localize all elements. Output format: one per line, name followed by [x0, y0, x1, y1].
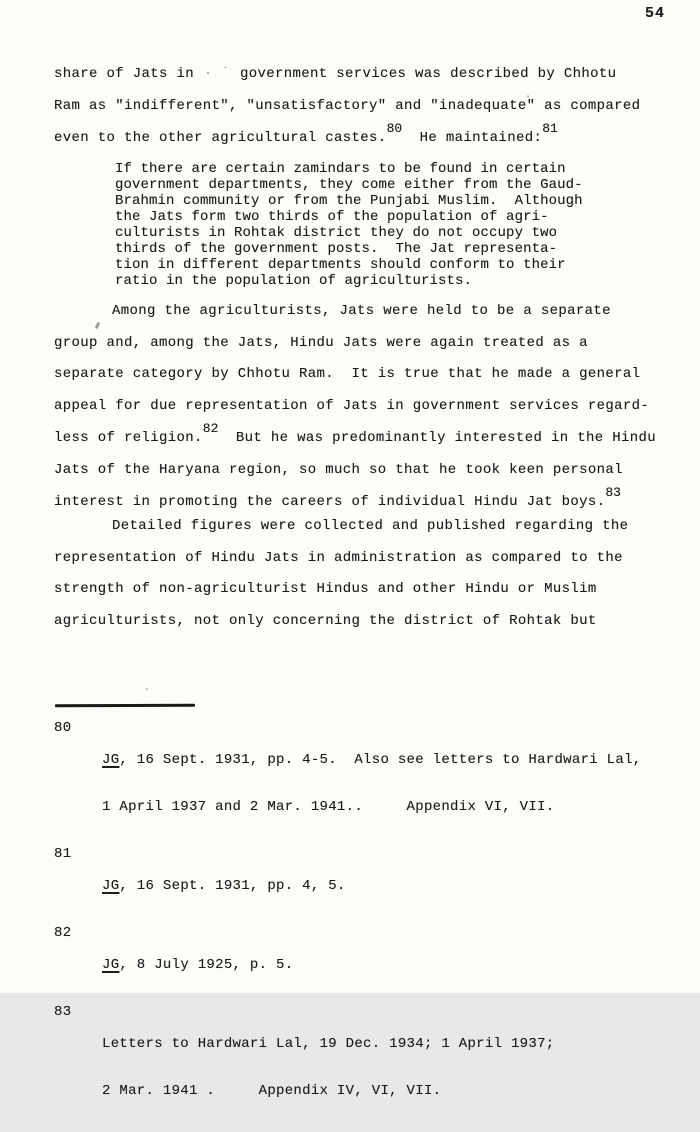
quote-line: government departments, they come either from the Gaud- [115, 177, 583, 193]
text-line: separate category by Chhotu Ram. It is true that he made a general [54, 366, 641, 382]
footnote-82 [54, 926, 674, 1005]
journal-abbreviation: JG [102, 877, 120, 894]
text-line: Among the agriculturists, Jats were held to be a separate [112, 303, 611, 319]
paragraph-2 [54, 296, 674, 519]
paragraph-1 [54, 59, 674, 155]
text-segment: But he was predominantly interested in the Hindu [218, 430, 656, 446]
footnote-80 [54, 721, 674, 847]
text-line: representation of Hindu Jats in administration as compared to the [54, 549, 623, 566]
quote-line: ratio in the population of agriculturists. [115, 273, 473, 289]
page-number: 54 [645, 5, 666, 22]
footnotes [54, 721, 674, 1132]
text-segment: interest in promoting the careers of individual Hindu Jat boys. [54, 494, 606, 510]
footnote-ref-82: 82 [202, 421, 219, 436]
erasure-marks: · ˙ [203, 66, 231, 82]
text-line: agriculturists, not only concerning the district of Rohtak but [54, 612, 597, 629]
text-line: Jats of the Haryana region, so much so that he took keen personal [54, 461, 623, 478]
footnote-text [102, 721, 642, 847]
quote-line: the Jats form two thirds of the population of agri- [115, 209, 549, 225]
footnote-separator [55, 704, 195, 708]
text-segment: even to the other agricultural castes. [54, 130, 387, 146]
footnote-ref-80: 80 [386, 121, 403, 136]
text-segment: share of Jats in [54, 66, 195, 82]
footnote-line [102, 753, 642, 769]
text-segment: , 16 Sept. 1931, pp. 4, 5. [119, 877, 346, 894]
footnote-line [102, 879, 346, 895]
quote-line: culturists in Rohtak district they do not occupy two [115, 225, 558, 241]
footnote-text [102, 847, 346, 926]
quote-line: thirds of the government posts. The Jat representa- [115, 241, 558, 257]
footnote-number: 81 [54, 846, 72, 863]
text-line: strength of non-agriculturist Hindus and other Hindu or Muslim [54, 581, 597, 597]
footnote-text [102, 1005, 554, 1131]
text-segment: He maintained: [402, 130, 543, 146]
text-line: Detailed figures were collected and published regarding the [112, 518, 629, 534]
text-segment: less of religion. [54, 430, 203, 446]
footnote-number: 83 [54, 1004, 72, 1021]
text-line: appeal for due representation of Jats in government services regard- [54, 397, 650, 414]
text-line [54, 422, 674, 455]
block-quote [115, 161, 615, 289]
footnote-text [102, 926, 293, 1005]
text-line: group and, among the Jats, Hindu Jats were again treated as a [54, 334, 588, 351]
quote-line: Brahmin community or from the Punjabi Muslim. Although [115, 193, 583, 209]
scan-speck [527, 95, 529, 98]
scan-speck [146, 688, 148, 690]
footnote-line [102, 958, 293, 974]
journal-abbreviation: JG [102, 956, 120, 973]
footnote-number: 80 [54, 720, 72, 736]
text-segment: government services was described by Chhotu [240, 66, 617, 82]
quote-line: If there are certain zamindars to be found in certain [115, 161, 566, 177]
footnote-ref-83: 83 [605, 485, 621, 500]
footnote-ref-81: 81 [542, 121, 558, 136]
text-line [54, 59, 674, 91]
journal-abbreviation: JG [102, 751, 120, 768]
footnote-83 [54, 1005, 674, 1131]
footnote-81 [54, 847, 674, 926]
footnote-line: 1 April 1937 and 2 Mar. 1941.. Appendix VI, VII. [102, 798, 555, 815]
text-segment: , 16 Sept. 1931, pp. 4-5. Also see letters to Hardwari Lal, [119, 751, 642, 768]
quote-line: tion in different departments should conform to their [115, 257, 566, 273]
text-segment: , 8 July 1925, p. 5. [119, 956, 294, 973]
footnote-number: 82 [54, 925, 72, 942]
text-line: Ram as "indifferent", "unsatisfactory" and "inadequate" as compared [54, 97, 641, 114]
footnote-line: Letters to Hardwari Lal, 19 Dec. 1934; 1 April 1937; [102, 1035, 555, 1052]
text-line [54, 122, 674, 155]
footnote-line: 2 Mar. 1941 . Appendix IV, VI, VII. [102, 1083, 442, 1100]
paragraph-3 [54, 511, 674, 637]
